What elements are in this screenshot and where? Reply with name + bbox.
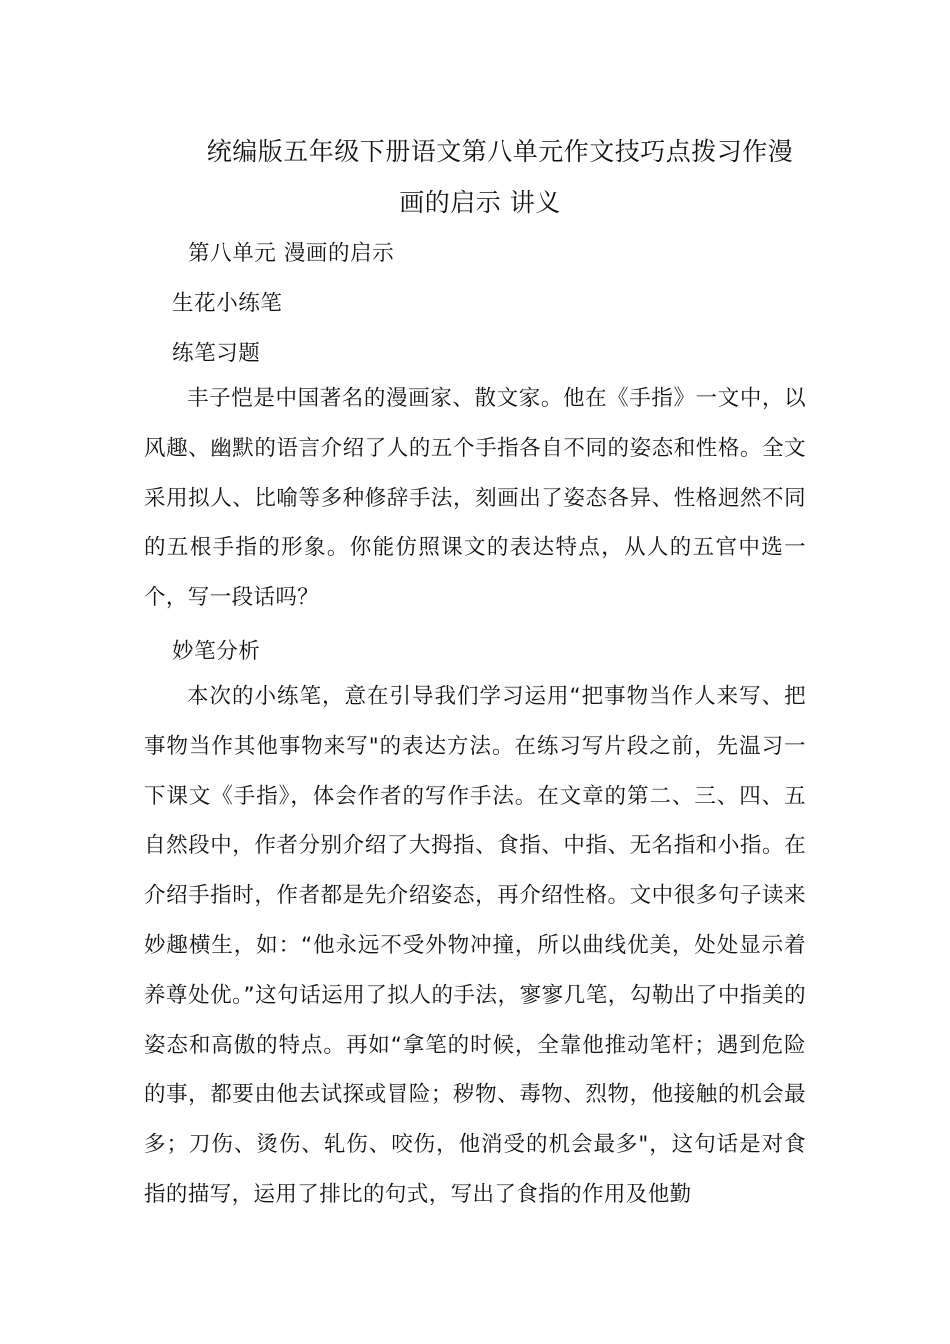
document-title-line-1: 统编版五年级下册语文第八单元作文技巧点拨习作漫 — [206, 137, 794, 166]
unit-heading: 第八单元 漫画的启示 — [188, 241, 395, 266]
section-heading: 生花小练笔 — [172, 291, 283, 316]
document-title-line-2: 画的启示 讲义 — [399, 188, 561, 217]
analysis-heading: 妙笔分析 — [172, 639, 261, 664]
analysis-paragraph: 本次的小练笔，意在引导我们学习运用“把事物当作人来写、把事物当作其他事物来写"的表达方法。在练习写片段之前，先温习一下课文《手指》，体会作者的写作手法。在文章的第二、三、四、五自然段中，作者分别介绍了大拇指、食指、中指、无名指和小指。在介绍手指时，作者都是先介绍姿态，再介绍性格。文中很多句子读来妙趣横生，如：“他永远不受外物冲撞，所以曲线优美，处处显示着养尊处优。”这句话运用了拟人的手法，寥寥几笔，勾勒出了中指美的姿态和高傲的特点。再如“拿笔的时候，全靠他推动笔杆；遇到危险的事，都要由他去试探或冒险；秽物、毒物、烈物，他接触的机会最多；刀伤、烫伤、轧伤、咬伤，他消受的机会最多"，这句话是对食指的描写，运用了排比的句式，写出了食指的作用及他勤 — [144, 684, 806, 1207]
exercise-paragraph: 丰子恺是中国著名的漫画家、散文家。他在《手指》一文中，以风趣、幽默的语言介绍了人的五个手指各自不同的姿态和性格。全文采用拟人、比喻等多种修辞手法，刻画出了姿态各异、性格迥然不同的五根手指的形象。你能仿照课文的表达特点，从人的五官中选一个，写一段话吗？ — [144, 386, 806, 611]
exercise-heading: 练笔习题 — [172, 341, 261, 366]
